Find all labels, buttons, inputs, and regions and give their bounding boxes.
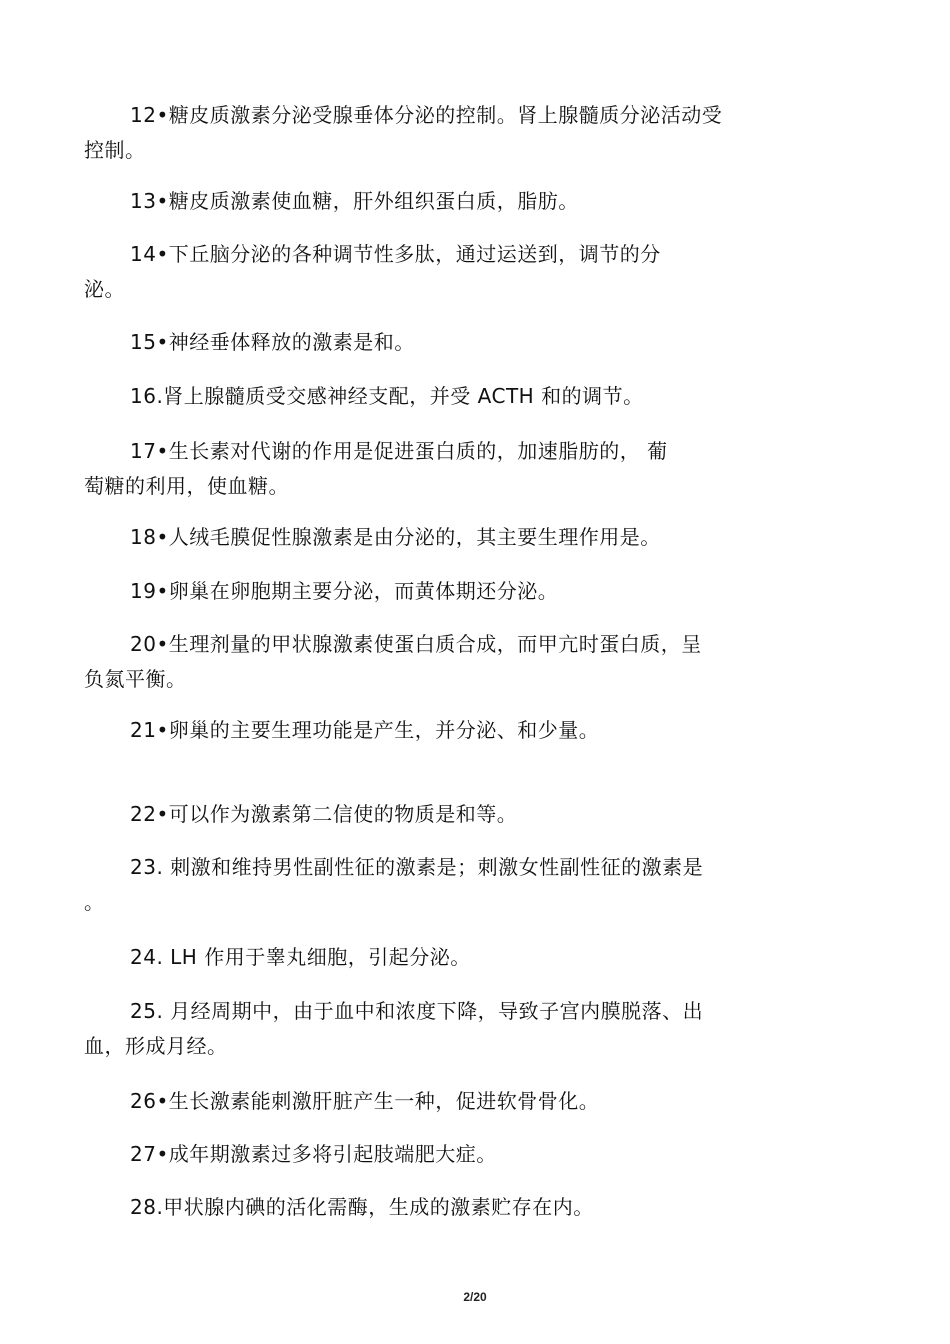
question-line: 25. 月经周期中，由于血中和浓度下降，导致子宫内膜脱落、出 <box>130 999 704 1023</box>
question-18 <box>84 520 784 555</box>
question-continuation: 控制。 <box>84 138 146 162</box>
question-20 <box>84 627 784 697</box>
question-27 <box>84 1137 784 1172</box>
question-line: 19•卵巢在卵胞期主要分泌，而黄体期还分泌。 <box>130 579 559 603</box>
question-line: 14•下丘脑分泌的各种调节性多肽，通过运送到，调节的分 <box>130 242 661 266</box>
question-line: 17•生长素对代谢的作用是促进蛋白质的，加速脂肪的， 葡 <box>130 439 668 463</box>
question-line: 13•糖皮质激素使血糖，肝外组织蛋白质，脂肪。 <box>130 189 579 213</box>
question-19 <box>84 574 784 609</box>
question-26 <box>84 1084 784 1119</box>
question-22 <box>84 797 784 832</box>
question-line: 15•神经垂体释放的激素是和。 <box>130 330 415 354</box>
question-15 <box>84 325 784 360</box>
page-number: 2/20 <box>463 1290 487 1304</box>
question-line: 18•人绒毛膜促性腺激素是由分泌的，其主要生理作用是。 <box>130 525 661 549</box>
question-28 <box>84 1190 784 1225</box>
question-line: 22•可以作为激素第二信使的物质是和等。 <box>130 802 518 826</box>
question-continuation: 泌。 <box>84 277 125 301</box>
question-continuation: 负氮平衡。 <box>84 667 187 691</box>
question-line: 23. 刺激和维持男性副性征的激素是；刺激女性副性征的激素是 <box>130 855 704 879</box>
question-25 <box>84 994 784 1064</box>
question-23 <box>84 850 784 920</box>
question-continuation: 血，形成月经。 <box>84 1034 228 1058</box>
question-line: 20•生理剂量的甲状腺激素使蛋白质合成，而甲亢时蛋白质，呈 <box>130 632 702 656</box>
question-line: 21•卵巢的主要生理功能是产生，并分泌、和少量。 <box>130 718 600 742</box>
question-16 <box>84 379 784 414</box>
question-continuation: 萄糖的利用，使血糖。 <box>84 474 289 498</box>
question-line: 26•生长激素能刺激肝脏产生一种，促进软骨骨化。 <box>130 1089 600 1113</box>
question-13 <box>84 184 784 219</box>
question-line: 12•糖皮质激素分泌受腺垂体分泌的控制。肾上腺髓质分泌活动受 <box>130 103 723 127</box>
question-17 <box>84 434 784 504</box>
question-21 <box>84 713 784 748</box>
question-line: 28.甲状腺内碘的活化需酶，生成的激素贮存在内。 <box>130 1195 594 1219</box>
question-line: 24. LH 作用于睾丸细胞，引起分泌。 <box>130 945 471 969</box>
question-line: 27•成年期激素过多将引起肢端肥大症。 <box>130 1142 497 1166</box>
question-continuation: 。 <box>84 890 105 914</box>
question-line: 16.肾上腺髓质受交感神经支配，并受 ACTH 和的调节。 <box>130 384 644 408</box>
question-24 <box>84 940 784 975</box>
question-12 <box>84 98 784 168</box>
question-14 <box>84 237 784 307</box>
